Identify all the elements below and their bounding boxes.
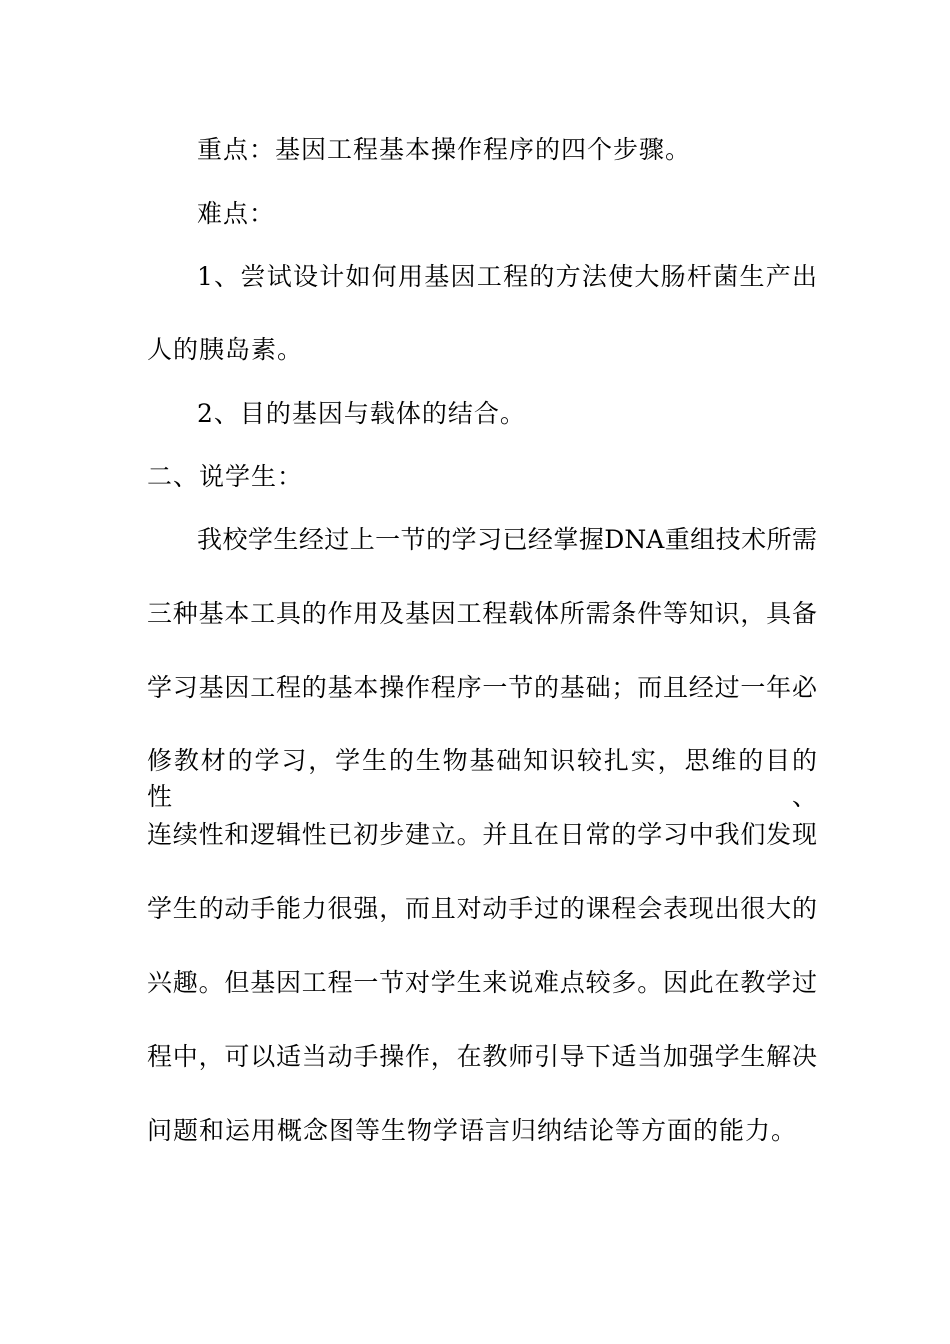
difficulty-item-1-line-1: 1、尝试设计如何用基因工程的方法使大肠杆菌生产出 [197, 262, 817, 291]
paragraph-line: 程中，可以适当动手操作，在教师引导下适当加强学生解决 [147, 1042, 817, 1071]
paragraph-line: 学习基因工程的基本操作程序一节的基础；而且经过一年必 [147, 673, 817, 702]
paragraph-line: 连续性和逻辑性已初步建立。并且在日常的学习中我们发现 [147, 820, 817, 849]
paragraph-line: 学生的动手能力很强，而且对动手过的课程会表现出很大的 [147, 894, 817, 923]
difficulty-item-2: 2、目的基因与载体的结合。 [197, 399, 526, 428]
paragraph-line: 修教材的学习，学生的生物基础知识较扎实，思维的目的性、 [147, 746, 817, 811]
difficulty-heading: 难点： [197, 199, 276, 228]
section-heading: 二、说学生： [147, 462, 304, 491]
paragraph-line: 三种基本工具的作用及基因工程载体所需条件等知识，具备 [147, 599, 817, 628]
focus-line: 重点：基因工程基本操作程序的四个步骤。 [197, 135, 692, 164]
paragraph-line: 问题和运用概念图等生物学语言归纳结论等方面的能力。 [147, 1116, 798, 1145]
paragraph-line: 兴趣。但基因工程一节对学生来说难点较多。因此在教学过 [147, 968, 817, 997]
difficulty-item-1-line-2: 人的胰岛素。 [147, 335, 304, 364]
paragraph-line: 我校学生经过上一节的学习已经掌握DNA重组技术所需 [197, 525, 817, 554]
